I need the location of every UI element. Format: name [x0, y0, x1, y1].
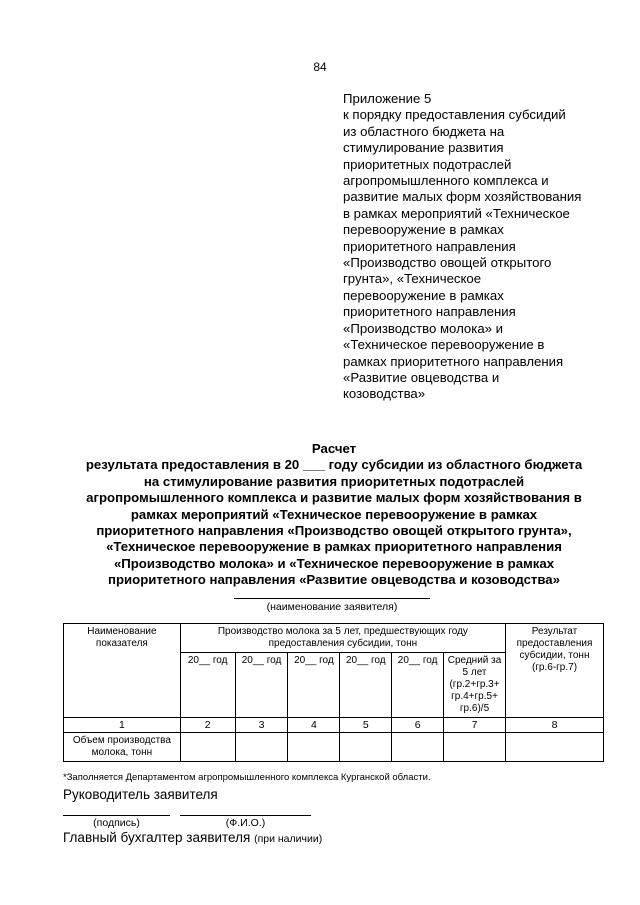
cell-average[interactable] — [444, 733, 506, 762]
chief-accountant-label — [63, 830, 322, 845]
appendix-line: грунта», «Техническое — [343, 271, 482, 287]
column-number: 6 — [392, 718, 444, 733]
full-name-line — [180, 815, 311, 816]
chief-accountant-text: Главный бухгалтер заявителя — [63, 830, 251, 845]
appendix-line: перевооружение в рамках — [343, 287, 504, 303]
full-name-caption: (Ф.И.О.) — [225, 817, 266, 829]
footnote: *Заполняется Департаментом агропромышленного комплекса Курганской области. — [63, 772, 431, 783]
title-line: результата предоставления в 20 ___ году субсидии из областного бюджета — [85, 457, 583, 473]
appendix-line: приоритетного направления — [343, 238, 516, 254]
appendix-line: приоритетных подотраслей — [343, 156, 512, 172]
appendix-line: развитие малых форм хозяйствования — [343, 189, 582, 205]
appendix-line: козоводства» — [343, 386, 426, 402]
column-number: 2 — [180, 718, 235, 733]
applicant-name-line — [234, 598, 430, 599]
header-milk-production: Производство молока за 5 лет, предшествующих году предоставления субсидии, тонн — [180, 624, 505, 653]
appendix-line: Приложение 5 — [343, 91, 432, 106]
appendix-line: агропромышленного комплекса и — [343, 173, 549, 189]
appendix-line: «Развитие овцеводства и — [343, 369, 500, 385]
column-number: 4 — [288, 718, 340, 733]
header-year-2: 20__ год — [235, 653, 288, 718]
cell-year-4[interactable] — [340, 733, 392, 762]
page-number: 84 — [313, 60, 327, 74]
column-number: 3 — [235, 718, 288, 733]
calculation-table — [63, 623, 604, 762]
header-year-5: 20__ год — [392, 653, 444, 718]
header-year-1: 20__ год — [180, 653, 235, 718]
header-year-3: 20__ год — [288, 653, 340, 718]
header-indicator-name: Наименование показателя — [64, 624, 181, 718]
head-applicant-label: Руководитель заявителя — [63, 787, 218, 802]
appendix-line: «Производство овощей открытого — [343, 255, 552, 271]
cell-year-3[interactable] — [288, 733, 340, 762]
title-line: агропромышленного комплекса и развитие малых форм хозяйствования в — [86, 490, 582, 506]
appendix-line: «Техническое перевооружение в — [343, 337, 545, 353]
cell-year-1[interactable] — [180, 733, 235, 762]
title-line: «Производство молока» и «Техническое перевооружение в рамках — [113, 555, 555, 571]
column-number: 8 — [506, 718, 604, 733]
appendix-header — [343, 91, 623, 403]
cell-year-2[interactable] — [235, 733, 288, 762]
applicant-name-caption: (наименование заявителя) — [266, 601, 398, 613]
column-number: 7 — [444, 718, 506, 733]
appendix-line: «Производство молока» и — [343, 320, 504, 336]
title-line: приоритетного направления «Производство овощей открытого грунта», — [96, 523, 572, 539]
header-subsidy-result: Результат предоставления субсидии, тонн (гр.6-гр.7) — [506, 624, 604, 718]
appendix-line: в рамках мероприятий «Техническое — [343, 205, 570, 221]
appendix-line: рамках приоритетного направления — [343, 353, 564, 369]
title-line: рамках мероприятий «Техническое перевооружение в рамках — [130, 506, 538, 522]
chief-accountant-note: (при наличии) — [254, 833, 323, 845]
cell-year-5[interactable] — [392, 733, 444, 762]
appendix-line: перевооружение в рамках — [343, 222, 504, 238]
document-title — [40, 441, 628, 589]
header-year-4: 20__ год — [340, 653, 392, 718]
title-line: «Техническое перевооружение в рамках приоритетного направления — [106, 539, 562, 555]
column-number: 1 — [64, 718, 181, 733]
appendix-line: к порядку предоставления субсидий — [343, 107, 566, 123]
row-label-milk-volume: Объем производства молока, тонн — [64, 733, 181, 762]
title-line: приоритетного направления «Развитие овцеводства и козоводства» — [108, 572, 560, 588]
header-average: Средний за 5 лет (гр.2+гр.3+ гр.4+гр.5+ гр.6)/5 — [444, 653, 506, 718]
title-line: Расчет — [311, 441, 357, 456]
appendix-line: стимулирование развития — [343, 140, 504, 156]
column-number: 5 — [340, 718, 392, 733]
title-line: на стимулирование развития приоритетных подотраслей — [143, 473, 525, 489]
cell-result[interactable] — [506, 733, 604, 762]
appendix-line: приоритетного направления — [343, 304, 516, 320]
signature-caption: (подпись) — [93, 817, 140, 829]
appendix-line: из областного бюджета на — [343, 123, 505, 139]
signature-line — [63, 815, 170, 816]
